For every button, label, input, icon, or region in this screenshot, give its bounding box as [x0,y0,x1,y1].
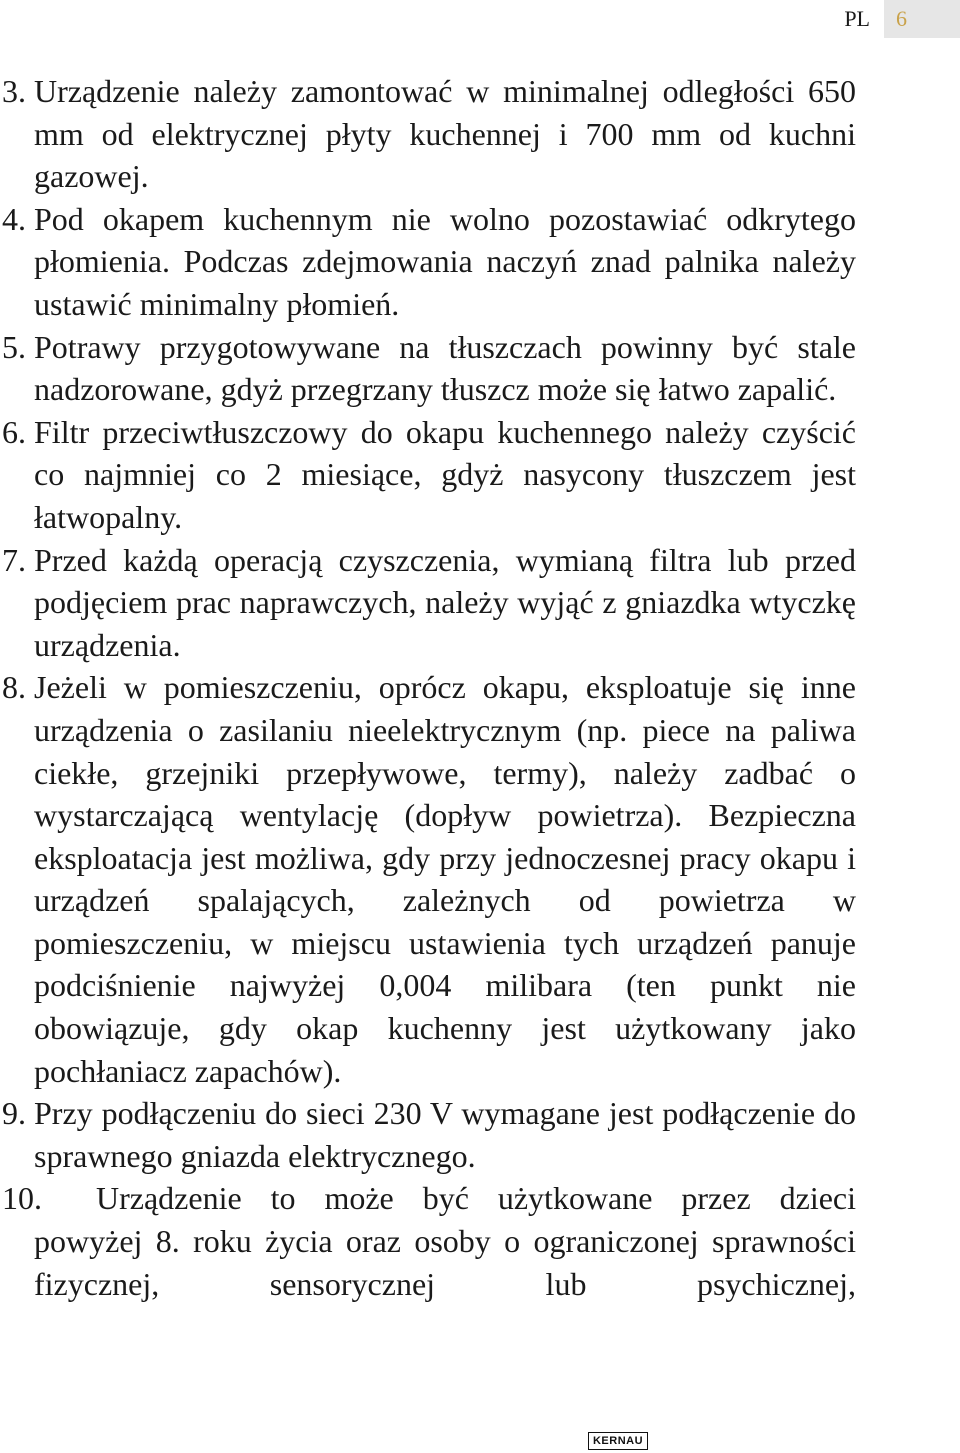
item-first-line [2,1177,856,1220]
item-number: 4. [2,200,26,237]
item-number: 9. [2,1095,26,1132]
list-item [2,198,856,326]
list-item [2,326,856,411]
page-number: 6 [884,0,960,38]
item-text: Urządzenie należy zamontować w minimalnej odległości 650 mm od elektrycznej płyty kuchennej i 700 mm od kuchni gazowej. [34,73,856,195]
list-item [2,411,856,539]
item-number: 6. [2,413,26,450]
item-text: Przy podłączeniu do sieci 230 V wymagane jest podłączenie do sprawnego gniazda elektrycznego. [34,1095,856,1174]
page-header [800,0,960,38]
brand-logo: KERNAU [588,1432,648,1450]
item-text: Filtr przeciwtłuszczowy do okapu kuchennego należy czyścić co najmniej co 2 miesiące, gdyż nasycony tłuszczem jest łatwopalny. [34,413,856,535]
item-text: Potrawy przygotowywane na tłuszczach powinny być stale nadzorowane, gdyż przegrzany tłuszcz może się łatwo zapalić. [34,328,856,408]
list-item [2,666,856,1092]
language-label: PL [844,6,870,31]
item-text-continued: powyżej 8. roku życia oraz osoby o ograniczonej sprawności fizycznej, sensorycznej lub psychicznej, [34,1223,856,1302]
list-item [2,70,856,198]
item-text: Jeżeli w pomieszczeniu, oprócz okapu, eksploatuje się inne urządzenia o zasilaniu nieelektrycznym (np. piece na paliwa ciekłe, grzejniki przepływowe, termy), należy zadbać o wystarczającą wentylację (dopływ powietrza). Bezpieczna eksploatacja jest możliwa, gdy przy jednoczesnej pracy okapu i urządzeń spalających, zależnych od powietrza w pomieszczeniu, w miejscu ustawienia tych urządzeń panuje podciśnienie najwyżej 0,004 milibara (ten punkt nie obowiązuje, gdy okap kuchenny jest użytkowany jako pochłaniacz zapachów). [34,669,856,1089]
list-item [2,1177,856,1305]
list-item [2,539,856,667]
list-item [2,1092,856,1177]
item-number: 5. [2,328,26,365]
item-text: Urządzenie to może być użytkowane przez dzieci [96,1180,856,1217]
item-number: 7. [2,541,26,578]
item-text: Przed każdą operacją czyszczenia, wymianą filtra lub przed podjęciem prac naprawczych, należy wyjąć z gniazdka wtyczkę urządzenia. [34,541,856,663]
safety-instructions-list [2,70,856,1305]
item-text: Pod okapem kuchennym nie wolno pozostawiać odkrytego płomienia. Podczas zdejmowania naczyń znad palnika należy ustawić minimalny płomień. [34,200,856,322]
item-number: 10. [2,1180,42,1217]
item-number: 3. [2,73,26,109]
item-number: 8. [2,669,26,706]
